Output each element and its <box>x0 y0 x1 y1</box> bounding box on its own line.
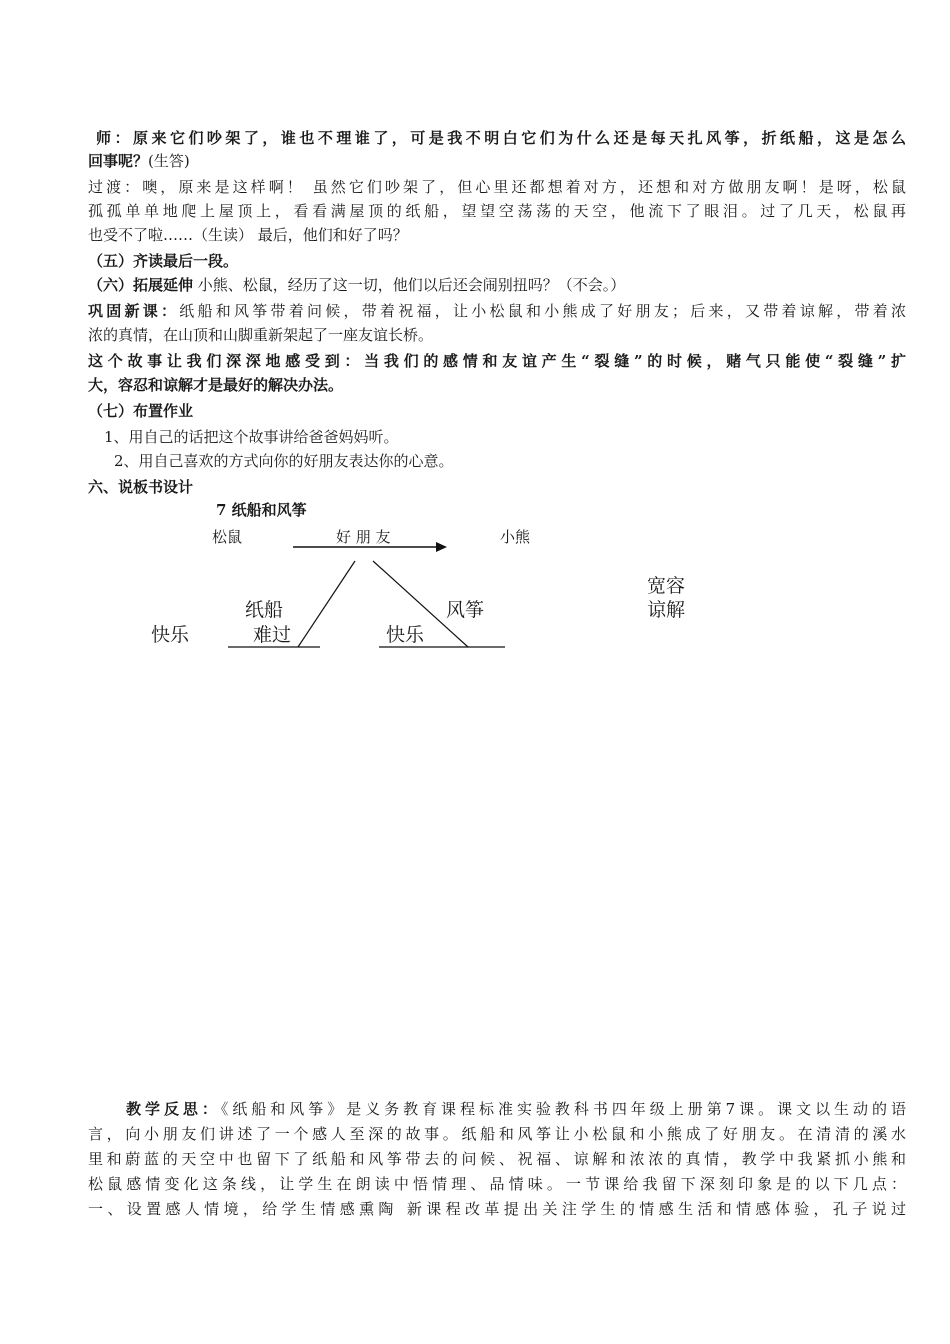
boat-diagonal-line <box>298 561 355 647</box>
transition-line1: 过渡：噢，原来是这样啊！ 虽然它们吵架了，但心里还都想着对方，还想和对方做朋友啊！是呀，松鼠 <box>88 178 906 196</box>
board-happy-middle: 快乐 <box>386 624 425 646</box>
reflection-line5: 一、设置感人情境，给学生情感熏陶 新课程改革提出关注学生的情感生活和情感体验，孔子说过 <box>88 1200 906 1218</box>
board-squirrel: 松鼠 <box>212 528 243 546</box>
transition-line2: 孤孤单单地爬上屋顶上，看看满屋顶的纸船，望望空荡荡的天空，他流下了眼泪。过了几天，松鼠再 <box>88 202 906 220</box>
homework-item-1: 1、用自己的话把这个故事讲给爸爸妈妈听。 <box>104 428 399 446</box>
step-five-heading: （五）齐读最后一段。 <box>88 252 239 270</box>
board-understanding: 谅解 <box>647 599 686 621</box>
friends-arrow-head <box>436 542 447 552</box>
teacher-question-bold: 回事呢？ <box>88 152 149 170</box>
step-six-text: 小熊、松鼠，经历了这一切，他们以后还会闹别扭吗？（不会。） <box>193 276 626 294</box>
consolidate-label: 巩固新课： <box>88 302 180 320</box>
reflection-line1 <box>126 1098 906 1120</box>
board-paper-boat: 纸船 <box>245 599 284 621</box>
step-seven-heading: （七）布置作业 <box>88 402 194 420</box>
reflection-line2: 言，向小朋友们讲述了一个感人至深的故事。纸船和风筝让小松鼠和小熊成了好朋友。在清清的溪水 <box>88 1125 906 1143</box>
reflection-line3: 里和蔚蓝的天空中也留下了纸船和风筝带去的问候、祝福、谅解和浓浓的真情，教学中我紧抓小熊和 <box>88 1150 906 1168</box>
teacher-question-line1: 师：原来它们吵架了，谁也不理谁了，可是我不明白它们为什么还是每天扎风筝，折纸船，这是怎么 <box>96 129 906 147</box>
board-title: 7 纸船和风筝 <box>216 501 307 519</box>
reflection-text1: 《纸船和风筝》是义务教育课程标准实验教科书四年级上册第7课。课文以生动的语 <box>220 1100 906 1118</box>
board-happy-left: 快乐 <box>151 624 190 646</box>
homework-item-2: 2、用自己喜欢的方式向你的好朋友表达你的心意。 <box>114 452 454 470</box>
student-answer-note: (生答) <box>148 152 190 170</box>
lesson-line2: 大，容忍和谅解才是最好的解决办法。 <box>88 376 344 394</box>
board-tolerance: 宽容 <box>647 575 686 597</box>
board-sad: 难过 <box>253 624 292 646</box>
section-six-heading: 六、说板书设计 <box>88 478 194 496</box>
board-friends: 好 朋 友 <box>336 528 391 546</box>
consolidate-line2: 浓的真情，在山顶和山脚重新架起了一座友谊长桥。 <box>88 326 434 344</box>
board-kite: 风筝 <box>446 599 485 621</box>
board-bear: 小熊 <box>500 528 531 546</box>
reflection-label: 教学反思： <box>126 1100 221 1118</box>
consolidate-text: 纸船和风筝带着问候，带着祝福，让小松鼠和小熊成了好朋友；后来，又带着谅解，带着浓 <box>179 302 906 320</box>
lesson-line1: 这个故事让我们深深地感受到：当我们的感情和友谊产生“裂缝”的时候，赌气只能使“裂缝”扩 <box>88 352 906 370</box>
transition-line3: 也受不了啦……（生读） 最后，他们和好了吗？ <box>88 226 408 244</box>
step-six-heading: （六）拓展延伸 <box>88 276 194 294</box>
reflection-line4: 松鼠感情变化这条线，让学生在朗读中悟情理、品情味。一节课给我留下深刻印象是的以下几点： <box>88 1175 906 1193</box>
